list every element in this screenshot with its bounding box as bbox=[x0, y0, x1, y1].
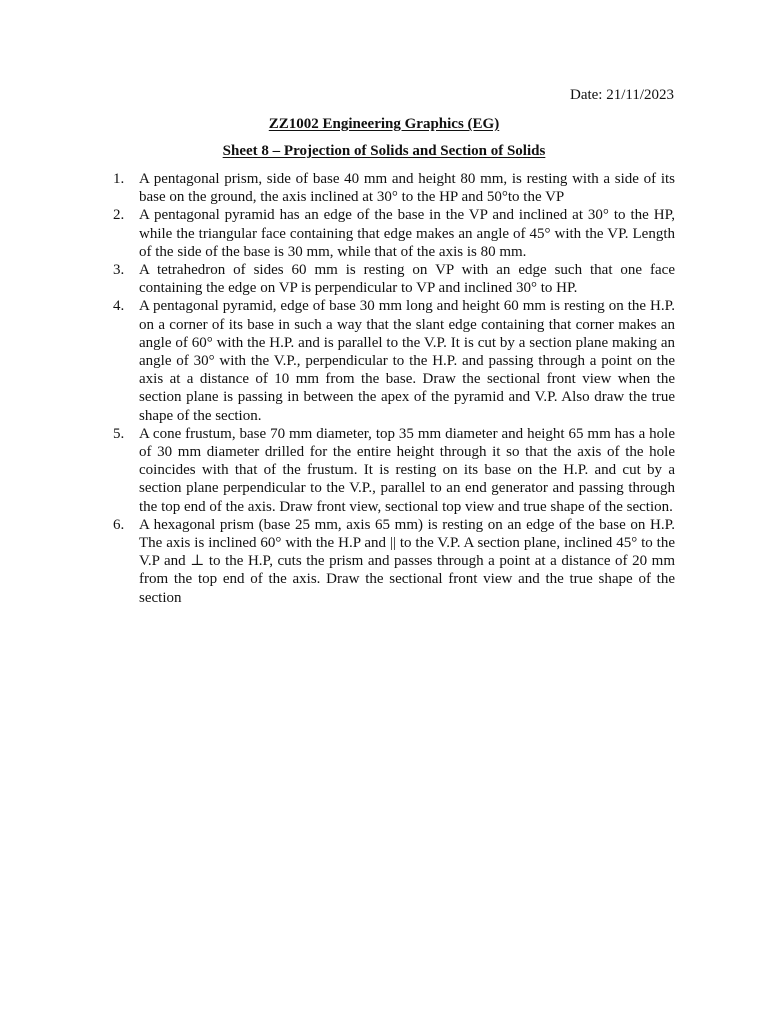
question-item-4 bbox=[113, 297, 675, 424]
document-date: Date: 21/11/2023 bbox=[569, 87, 674, 103]
document-title bbox=[0, 115, 768, 133]
question-text: A pentagonal prism, side of base 40 mm and height 80 mm, is resting with a side of its base on the ground, the axis inclined at 30° to the HP and 50°to the VP bbox=[139, 171, 675, 206]
question-number: 2. bbox=[113, 207, 125, 224]
question-item-3 bbox=[113, 261, 675, 297]
question-text: A cone frustum, base 70 mm diameter, top 35 mm diameter and height 65 mm has a hole of 30 mm diameter drilled for the entire height through it so that the axis of the hole coincides with that of the frustum. It is resting on its base on the H.P. and cut by a section plane perpendicular to the V.P., parallel to an end generator and passing through the top end of the axis. Draw front view, sectional top view and true shape of the section. bbox=[139, 425, 675, 515]
question-number: 3. bbox=[113, 262, 125, 279]
question-number: 4. bbox=[113, 298, 125, 315]
question-number: 6. bbox=[113, 516, 125, 533]
question-text: A tetrahedron of sides 60 mm is resting on VP with an edge such that one face containing the edge on VP is perpendicular to VP and inclined 30° to HP. bbox=[139, 262, 675, 297]
question-item-5 bbox=[113, 425, 675, 516]
question-item-1 bbox=[113, 170, 675, 206]
question-text: A pentagonal pyramid, edge of base 30 mm long and height 60 mm is resting on the H.P. on a corner of its base in such a way that the slant edge containing that corner makes an angle of 60° with the H.P. and is parallel to the V.P. It is cut by a section plane making an angle of 30° with the V.P., perpendicular to the H.P. and passing through a point on the axis at a distance of 10 mm from the base. Draw the sectional front view when the section plane is passing in between the apex of the pyramid and V.P. Also draw the true shape of the section. bbox=[139, 298, 675, 424]
document-subtitle-text: Sheet 8 – Projection of Solids and Section of Solids bbox=[222, 143, 546, 159]
question-number: 5. bbox=[113, 425, 125, 442]
question-text: A pentagonal pyramid has an edge of the base in the VP and inclined at 30° to the HP, while the triangular face containing that edge makes an angle of 45° with the VP. Length of the side of the base is 30 mm, while that of the axis is 80 mm. bbox=[139, 207, 675, 260]
document-title-text: ZZ1002 Engineering Graphics (EG) bbox=[268, 116, 500, 132]
question-list bbox=[113, 170, 675, 607]
question-text: A hexagonal prism (base 25 mm, axis 65 mm) is resting on an edge of the base on H.P. The axis is inclined 60° with the H.P and || to the V.P. A section plane, inclined 45° to the V.P and ⊥ to the H.P, cuts the prism and passes through a point at a distance of 20 mm from the top end of the axis. Draw the sectional front view and the true shape of the section bbox=[139, 516, 675, 606]
question-item-6 bbox=[113, 516, 675, 607]
question-item-2 bbox=[113, 206, 675, 261]
question-number: 1. bbox=[113, 171, 125, 187]
document-subtitle bbox=[0, 142, 768, 160]
